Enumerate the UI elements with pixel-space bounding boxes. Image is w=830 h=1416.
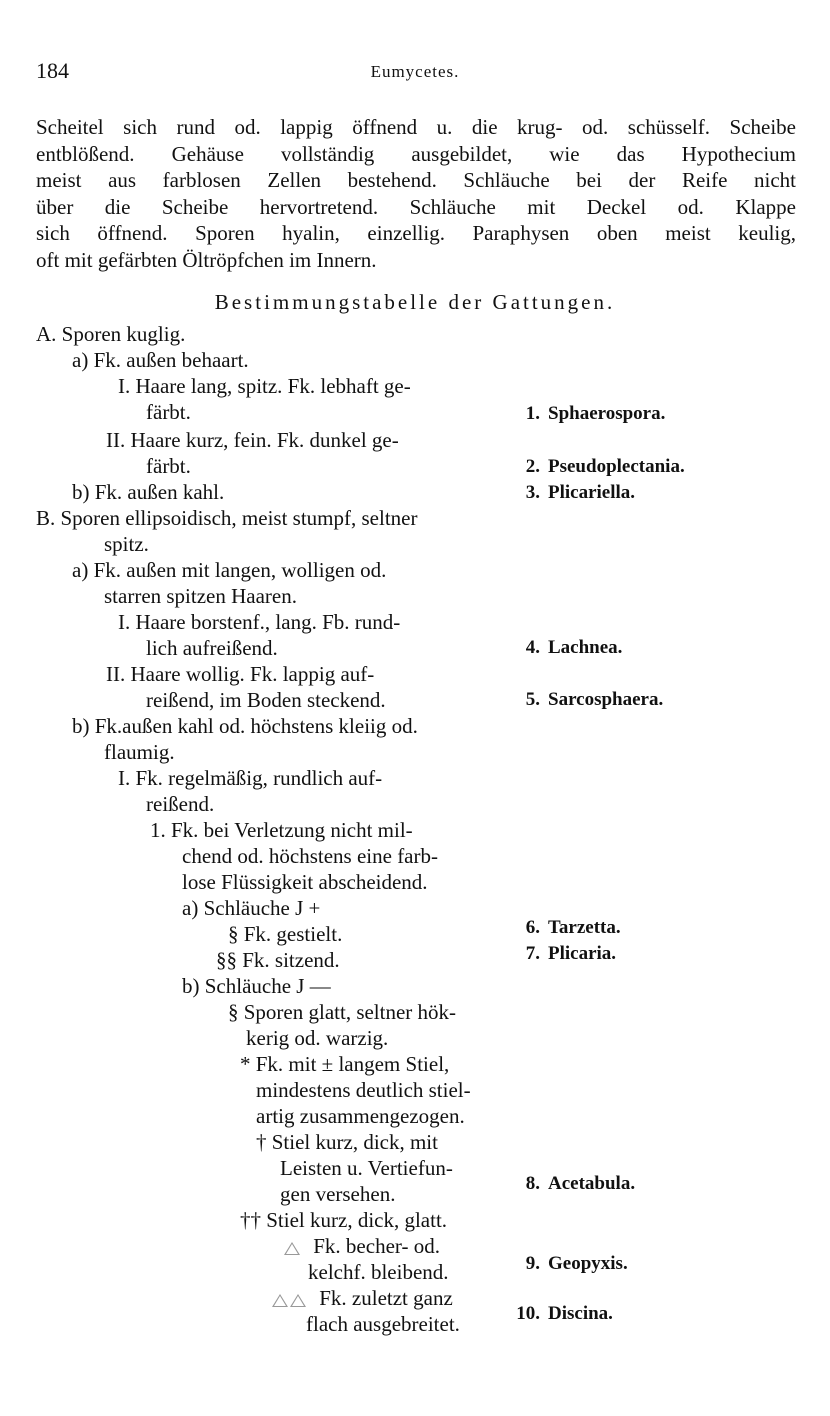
- result-entry: 8. Acetabula.: [525, 1173, 636, 1194]
- result-entry: 6. Tarzetta.: [525, 917, 621, 938]
- key-line: a) Fk. außen mit langen, wolligen od.: [72, 558, 387, 582]
- key-line: chend od. höchstens eine farb-: [182, 844, 438, 868]
- result-entry: 10. Discina.: [516, 1303, 613, 1324]
- key-line: reißend.: [146, 792, 215, 816]
- result-entry: 2. Pseudoplectania.: [525, 456, 685, 477]
- intro-line: meist aus farblosen Zellen bestehend. Schläuche bei der Reife nicht: [36, 168, 796, 192]
- key-line: reißend, im Boden steckend.: [146, 688, 386, 712]
- key-line: mindestens deutlich stiel-: [256, 1078, 471, 1102]
- key-line: a) Schläuche J +: [182, 896, 321, 920]
- intro-line: über die Scheibe hervortretend. Schläuche mit Deckel od. Klappe: [36, 194, 796, 219]
- intro-line: oft mit gefärbten Öltröpfchen im Innern.: [36, 247, 377, 272]
- key-line: kelchf. bleibend.: [308, 1260, 449, 1284]
- key-line: I. Haare lang, spitz. Fk. lebhaft ge-: [118, 374, 411, 398]
- page-number: 184: [36, 58, 69, 83]
- intro-paragraph: [36, 114, 796, 273]
- key-line: artig zusammengezogen.: [256, 1104, 465, 1128]
- key-line: färbt.: [146, 400, 191, 424]
- table-title: Bestimmungstabelle der Gattungen.: [214, 290, 616, 314]
- key-line: §§ Fk. sitzend.: [216, 948, 340, 972]
- key-line: †† Stiel kurz, dick, glatt.: [240, 1208, 448, 1232]
- key-line: b) Fk.außen kahl od. höchstens kleiig od.: [72, 714, 418, 738]
- key-line: I. Haare borstenf., lang. Fb. rund-: [118, 610, 401, 634]
- key-line: kerig od. warzig.: [246, 1026, 389, 1050]
- triangle-icon: [272, 1294, 288, 1307]
- key-line: b) Fk. außen kahl.: [72, 480, 225, 504]
- key-line-B: B. Sporen ellipsoidisch, meist stumpf, seltner: [36, 506, 418, 530]
- intro-line: sich öffnend. Sporen hyalin, einzellig. Paraphysen oben meist keulig,: [36, 221, 796, 245]
- key-line: II. Haare wollig. Fk. lappig auf-: [106, 662, 375, 686]
- key-line: gen versehen.: [280, 1182, 396, 1206]
- key-line-text: Fk. becher- od.: [313, 1234, 440, 1258]
- result-entry: 3. Plicariella.: [525, 482, 636, 503]
- result-entry: 7. Plicaria.: [525, 943, 617, 964]
- triangle-icon: [284, 1242, 300, 1255]
- key-line: starren spitzen Haaren.: [104, 584, 297, 608]
- key-line: a) Fk. außen behaart.: [72, 348, 249, 372]
- key-line: 1. Fk. bei Verletzung nicht mil-: [150, 818, 413, 842]
- key-line: flaumig.: [104, 740, 175, 764]
- key-line: II. Haare kurz, fein. Fk. dunkel ge-: [106, 428, 399, 452]
- key-line: färbt.: [146, 454, 191, 478]
- key-line: * Fk. mit ± langem Stiel,: [240, 1052, 450, 1076]
- key-line: [284, 1234, 440, 1258]
- key-line: I. Fk. regelmäßig, rundlich auf-: [118, 766, 383, 790]
- key-line: flach ausgebreitet.: [306, 1312, 460, 1336]
- result-entry: 5. Sarcosphaera.: [525, 689, 664, 710]
- key-line: b) Schläuche J —: [182, 974, 331, 998]
- key-line: lose Flüssigkeit abscheidend.: [182, 870, 428, 894]
- key-line: lich aufreißend.: [146, 636, 278, 660]
- result-entry: 4. Lachnea.: [525, 637, 623, 658]
- key-line: Leisten u. Vertiefun-: [280, 1156, 453, 1180]
- key-line: § Sporen glatt, seltner hök-: [228, 1000, 457, 1024]
- key-line: † Stiel kurz, dick, mit: [256, 1130, 438, 1154]
- running-head: Eumycetes.: [370, 62, 460, 81]
- key-line: [272, 1286, 453, 1310]
- result-entry: 9. Geopyxis.: [525, 1253, 628, 1274]
- intro-line: Scheitel sich rund od. lappig öffnend u. die krug- od. schüsself. Scheibe: [36, 115, 796, 139]
- result-entry: 1. Sphaerospora.: [525, 403, 666, 424]
- intro-line: entblößend. Gehäuse vollständig ausgebildet, wie das Hypothecium: [36, 141, 796, 166]
- triangle-icon: [290, 1294, 306, 1307]
- key-line-A: A. Sporen kuglig.: [36, 322, 186, 346]
- key-line: spitz.: [104, 532, 149, 556]
- key-line: § Fk. gestielt.: [228, 922, 343, 946]
- key-line-text: Fk. zuletzt ganz: [319, 1286, 453, 1310]
